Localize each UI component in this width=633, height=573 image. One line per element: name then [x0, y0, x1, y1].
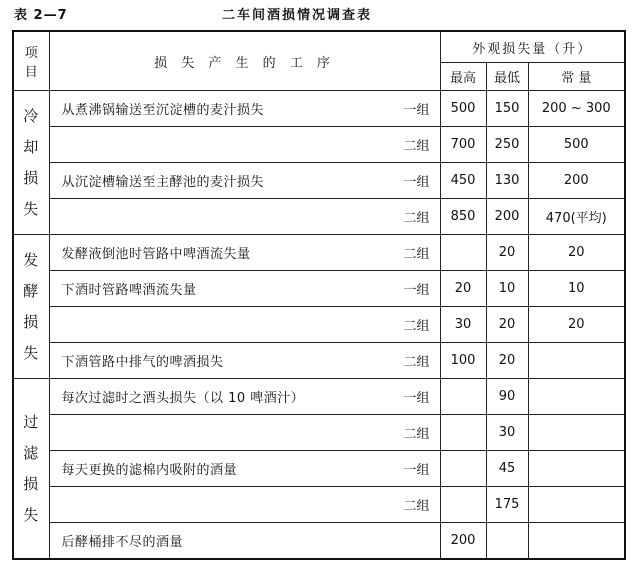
- section-label-filter: 过滤损失: [13, 379, 49, 560]
- value-usual: [528, 343, 625, 379]
- value-min: 250: [486, 127, 528, 163]
- header-loss-amount: 外观损失量（升）: [440, 31, 625, 63]
- value-min: 20: [486, 307, 528, 343]
- value-min: [486, 523, 528, 560]
- value-usual: [528, 487, 625, 523]
- value-usual: [528, 451, 625, 487]
- value-max: 20: [440, 271, 486, 307]
- value-max: 850: [440, 199, 486, 235]
- value-usual: [528, 379, 625, 415]
- value-max: 450: [440, 163, 486, 199]
- value-min: 200: [486, 199, 528, 235]
- group-label: [337, 523, 440, 560]
- group-label: 二组: [337, 343, 440, 379]
- value-max: 30: [440, 307, 486, 343]
- process-description: 后酵桶排不尽的酒量: [49, 523, 337, 560]
- value-usual: 470(平均): [528, 199, 625, 235]
- value-usual: 200: [528, 163, 625, 199]
- value-max: 200: [440, 523, 486, 560]
- table-row: [13, 199, 625, 235]
- value-max: [440, 451, 486, 487]
- table-row: [13, 91, 625, 127]
- group-label: 一组: [337, 379, 440, 415]
- value-max: 500: [440, 91, 486, 127]
- group-label: 一组: [337, 91, 440, 127]
- value-max: 700: [440, 127, 486, 163]
- table-row: [13, 307, 625, 343]
- header-process: 损 失 产 生 的 工 序: [49, 31, 440, 91]
- table-number: 表 2—7: [14, 8, 68, 23]
- group-label: 二组: [337, 415, 440, 451]
- group-label: 二组: [337, 199, 440, 235]
- process-description: [49, 487, 337, 523]
- table-row: [13, 343, 625, 379]
- table-row: [13, 487, 625, 523]
- process-description: [49, 415, 337, 451]
- value-usual: [528, 523, 625, 560]
- header-max: 最高: [440, 63, 486, 91]
- value-max: [440, 415, 486, 451]
- process-description: [49, 199, 337, 235]
- header-item: 项目: [13, 31, 49, 91]
- table-row: [13, 415, 625, 451]
- value-min: 130: [486, 163, 528, 199]
- process-description: 每天更换的滤棉内吸附的酒量: [49, 451, 337, 487]
- group-label: 二组: [337, 307, 440, 343]
- value-min: 20: [486, 235, 528, 271]
- value-usual: 500: [528, 127, 625, 163]
- value-usual: 10: [528, 271, 625, 307]
- process-description: [49, 127, 337, 163]
- value-usual: [528, 415, 625, 451]
- group-label: 二组: [337, 487, 440, 523]
- process-description: 从沉淀槽输送至主酵池的麦汁损失: [49, 163, 337, 199]
- value-min: 45: [486, 451, 528, 487]
- value-max: 100: [440, 343, 486, 379]
- table-row: [13, 271, 625, 307]
- group-label: 一组: [337, 271, 440, 307]
- section-label-ferment: 发酵损失: [13, 235, 49, 379]
- process-description: 下酒时管路啤酒流失量: [49, 271, 337, 307]
- process-description: [49, 307, 337, 343]
- table-row: [13, 235, 625, 271]
- value-min: 150: [486, 91, 528, 127]
- value-min: 10: [486, 271, 528, 307]
- value-max: [440, 235, 486, 271]
- value-usual: 20: [528, 307, 625, 343]
- group-label: 一组: [337, 451, 440, 487]
- value-max: [440, 487, 486, 523]
- process-description: 发酵液倒池时管路中啤酒流失量: [49, 235, 337, 271]
- table-caption: [0, 4, 633, 26]
- table-row: [13, 451, 625, 487]
- table-row: [13, 127, 625, 163]
- value-min: 20: [486, 343, 528, 379]
- value-max: [440, 379, 486, 415]
- loss-survey-table: [12, 30, 626, 560]
- group-label: 一组: [337, 163, 440, 199]
- table-title: 二车间酒损情况调查表: [222, 8, 373, 23]
- process-description: 每次过滤时之酒头损失（以 10 啤酒汁）: [49, 379, 337, 415]
- table-row: [13, 379, 625, 415]
- process-description: 下酒管路中排气的啤酒损失: [49, 343, 337, 379]
- table-row: [13, 163, 625, 199]
- value-usual: 200 ~ 300: [528, 91, 625, 127]
- value-min: 90: [486, 379, 528, 415]
- value-usual: 20: [528, 235, 625, 271]
- value-min: 30: [486, 415, 528, 451]
- value-min: 175: [486, 487, 528, 523]
- header-usual: 常 量: [528, 63, 625, 91]
- table-row: [13, 523, 625, 560]
- group-label: 二组: [337, 235, 440, 271]
- group-label: 二组: [337, 127, 440, 163]
- header-min: 最低: [486, 63, 528, 91]
- process-description: 从煮沸锅输送至沉淀槽的麦汁损失: [49, 91, 337, 127]
- section-label-cooling: 冷却损失: [13, 91, 49, 235]
